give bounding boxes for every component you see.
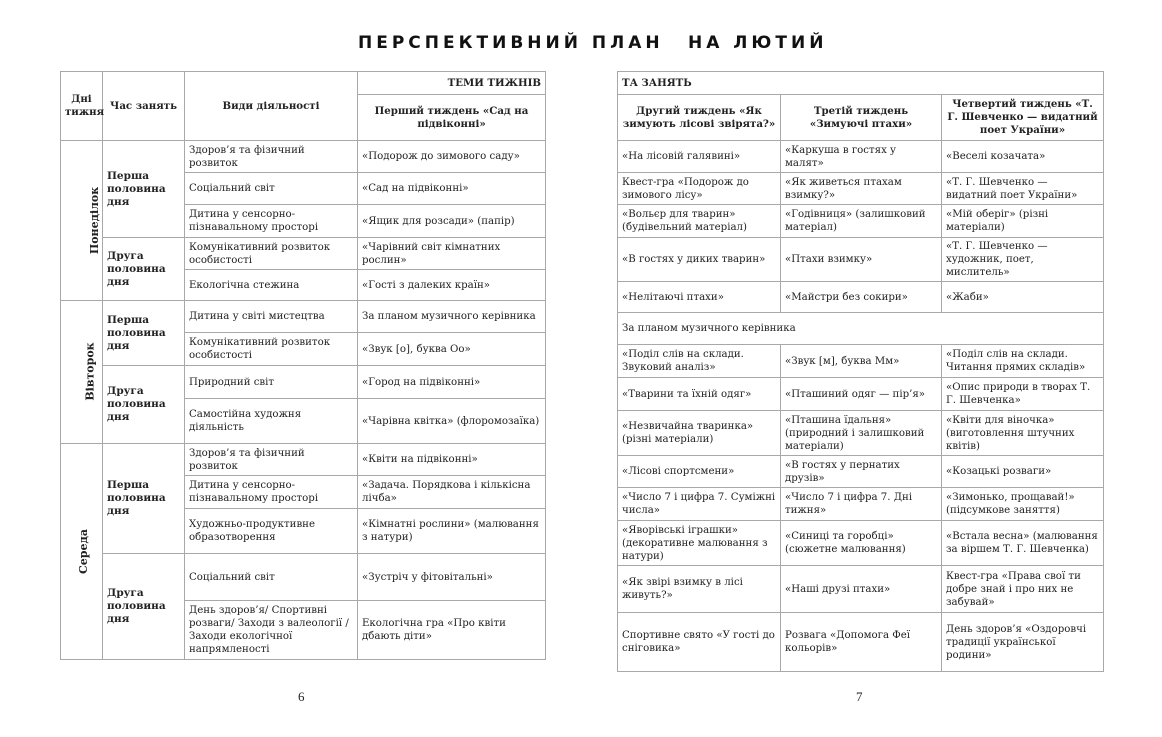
week4-cell: «Опис природи в творах Т. Г. Шевченка»	[942, 378, 1104, 411]
header-week3: Третій тиждень «Зимуючі птахи»	[781, 95, 942, 141]
activity-cell: Екологічна стежина	[185, 270, 358, 301]
activity-cell: Дитина у сенсорно-пізнавальному просторі	[185, 476, 358, 509]
week4-cell: «Мій оберіг» (різні матеріали)	[942, 205, 1104, 238]
week1-cell: Екологічна гра «Про квіти дбають діти»	[358, 601, 546, 660]
day-wednesday: Середа	[61, 444, 103, 660]
week3-cell: Розвага «Допомога Феї кольорів»	[781, 613, 942, 672]
week2-cell: «Вольєр для тварин» (будівельний матеріал)	[618, 205, 781, 238]
week3-cell: «Птахи взимку»	[781, 238, 942, 282]
week2-cell: «Як звірі взимку в лісі живуть?»	[618, 566, 781, 613]
week2-cell: «Нелітаючі птахи»	[618, 282, 781, 313]
page-number-left: 6	[298, 689, 305, 704]
activity-cell: Дитина у сенсорно-пізнавальному просторі	[185, 205, 358, 238]
week3-cell: «Звук [м], буква Мм»	[781, 345, 942, 378]
week4-cell: «Квіти для віночка» (виготовлення штучних квітів)	[942, 411, 1104, 456]
header-week4: Четвертий тиждень «Т. Г. Шевченко — видатний поет України»	[942, 95, 1104, 141]
week1-cell: «Звук [о], буква Оо»	[358, 333, 546, 366]
week1-cell: «Гості з далеких країн»	[358, 270, 546, 301]
week3-cell: «Каркуша в гостях у малят»	[781, 141, 942, 173]
header-days: Дні тижня	[61, 72, 103, 141]
week1-cell: «Ящик для розсади» (папір)	[358, 205, 546, 238]
week3-cell: «Пташина їдальня» (природний і залишковий матеріали)	[781, 411, 942, 456]
week1-cell: «Сад на підвіконні»	[358, 173, 546, 205]
week4-cell: Квест-гра «Права свої ти добре знай і про них не забувай»	[942, 566, 1104, 613]
week1-cell: «Задача. Порядкова і кількісна лічба»	[358, 476, 546, 509]
activity-cell: Природний світ	[185, 366, 358, 399]
time-first-half: Перша половина дня	[103, 301, 185, 366]
activity-cell: Здоров’я та фізичний розвиток	[185, 444, 358, 476]
activity-cell: Самостійна художня діяльність	[185, 399, 358, 444]
week1-cell: «Кімнатні рослини» (малювання з натури)	[358, 509, 546, 554]
week1-cell: «Квіти на підвіконні»	[358, 444, 546, 476]
week1-cell: «Подорож до зимового саду»	[358, 141, 546, 173]
week4-cell: «Козацькі розваги»	[942, 456, 1104, 488]
week1-cell: «Чарівна квітка» (флоромозаїка)	[358, 399, 546, 444]
week2-cell: «Поділ слів на склади. Звуковий аналіз»	[618, 345, 781, 378]
week4-cell: «Поділ слів на склади. Читання прямих складів»	[942, 345, 1104, 378]
week2-cell: «В гостях у диких тварин»	[618, 238, 781, 282]
time-second-half: Друга половина дня	[103, 366, 185, 444]
week1-cell: «Город на підвіконні»	[358, 366, 546, 399]
week1-cell: «Зустріч у фітовітальні»	[358, 554, 546, 601]
day-tuesday: Вівторок	[61, 301, 103, 444]
week2-cell: «Число 7 і цифра 7. Суміжні числа»	[618, 488, 781, 521]
week2-cell: «Тварини та їхній одяг»	[618, 378, 781, 411]
week2-cell: «Яворівські іграшки» (декоративне малювання з натури)	[618, 521, 781, 566]
time-second-half: Друга половина дня	[103, 554, 185, 660]
page-number-right: 7	[856, 689, 863, 704]
time-second-half: Друга половина дня	[103, 238, 185, 301]
week4-cell: «Т. Г. Шевченко — видатний поет України»	[942, 173, 1104, 205]
time-first-half: Перша половина дня	[103, 141, 185, 238]
week4-cell: «Жаби»	[942, 282, 1104, 313]
header-week2: Другий тиждень «Як зимують лісові звірята?»	[618, 95, 781, 141]
week3-cell: «Число 7 і цифра 7. Дні тижня»	[781, 488, 942, 521]
title-part1: ПЕРСПЕКТИВНИЙ ПЛАН	[358, 33, 664, 53]
header-themes-part1: ТЕМИ ТИЖНІВ	[358, 72, 546, 95]
week4-cell: «Веселі козачата»	[942, 141, 1104, 173]
week2-cell: Спортивне свято «У гості до сніговика»	[618, 613, 781, 672]
title-part2: НА ЛЮТИЙ	[688, 33, 828, 53]
right-plan-table	[617, 71, 1104, 672]
week2-cell: Квест-гра «Подорож до зимового лісу»	[618, 173, 781, 205]
week1-cell: За планом музичного керівника	[358, 301, 546, 333]
week3-cell: «Як живеться птахам взимку?»	[781, 173, 942, 205]
header-themes-part2: ТА ЗАНЯТЬ	[618, 72, 1104, 95]
week3-cell: «Годівниця» (залишковий матеріал)	[781, 205, 942, 238]
header-week1: Перший тиждень «Сад на підвіконні»	[358, 95, 546, 141]
header-activities: Види діяльності	[185, 72, 358, 141]
activity-cell: Художньо-продуктивне образотворення	[185, 509, 358, 554]
day-monday: Понеділок	[61, 141, 103, 301]
week4-cell: «Зимонько, прощавай!» (підсумкове заняття)	[942, 488, 1104, 521]
week3-cell: «Синиці та горобці» (сюжетне малювання)	[781, 521, 942, 566]
week4-cell: «Встала весна» (малювання за віршем Т. Г. Шевченка)	[942, 521, 1104, 566]
week1-cell: «Чарівний світ кімнатних рослин»	[358, 238, 546, 270]
activity-cell: Комунікативний розвиток особистості	[185, 333, 358, 366]
activity-cell: Комунікативний розвиток особистості	[185, 238, 358, 270]
week3-cell: «Майстри без сокири»	[781, 282, 942, 313]
activity-cell: Соціальний світ	[185, 554, 358, 601]
activity-cell: Соціальний світ	[185, 173, 358, 205]
week2-cell: «На лісовій галявині»	[618, 141, 781, 173]
week4-cell: День здоров’я «Оздоровчі традиції української родини»	[942, 613, 1104, 672]
week3-cell: «Наші друзі птахи»	[781, 566, 942, 613]
time-first-half: Перша половина дня	[103, 444, 185, 554]
week3-cell: «В гостях у пернатих друзів»	[781, 456, 942, 488]
activity-cell: Здоров’я та фізичний розвиток	[185, 141, 358, 173]
activity-cell: День здоров’я/ Спортивні розваги/ Заходи з валеології /Заходи екологічної напрямленості	[185, 601, 358, 660]
week3-cell: «Пташиний одяг — пір’я»	[781, 378, 942, 411]
left-plan-table	[60, 71, 546, 660]
week4-cell: «Т. Г. Шевченко — художник, поет, мислитель»	[942, 238, 1104, 282]
activity-cell: Дитина у світі мистецтва	[185, 301, 358, 333]
week2-cell: «Незвичайна тваринка» (різні матеріали)	[618, 411, 781, 456]
music-plan-merged-cell: За планом музичного керівника	[618, 313, 1104, 345]
header-time: Час занять	[103, 72, 185, 141]
week2-cell: «Лісові спортсмени»	[618, 456, 781, 488]
